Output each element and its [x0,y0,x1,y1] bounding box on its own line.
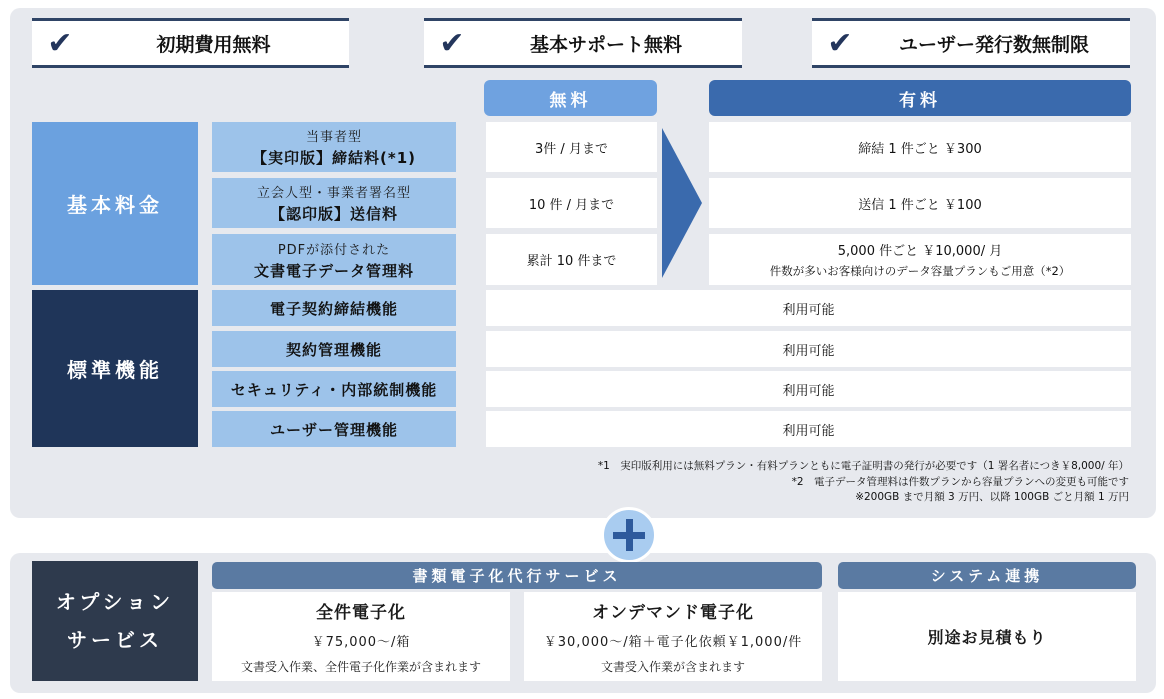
feature-row-text: セキュリティ・内部統制機能 [230,380,438,399]
category-standard-features: 標準機能 [32,290,198,447]
feature-label: 基本サポート無料 [529,33,682,56]
row-label-line2: 文書電子データ管理料 [253,261,414,280]
row-label-data-fee [212,234,456,285]
option-category-line2: サービス [67,628,163,652]
feature-support [424,18,742,68]
paid-cell [709,234,1131,285]
footnote-3: ※200GB まで月額 3 万円、以降 100GB ごと月額 1 万円 [855,491,1129,503]
feature-label: 初期費用無料 [156,33,271,56]
footnote-2: *2 電子データ管理料は件数プランから容量プランへの変更も可能です [791,476,1129,488]
column-header-paid: 有料 [709,80,1131,116]
system-integration-header: システム連携 [838,562,1136,589]
option-ondemand-digitize [524,592,822,681]
feature-label: ユーザー発行数無制限 [898,33,1089,56]
paid-value: 5,000 件ごと ￥10,000/ 月 [837,244,1003,259]
feature-row-text: 契約管理機能 [285,340,382,359]
row-label-line2: 【実印版】締結料(*1) [252,149,416,167]
option-full-digitize [212,592,510,681]
option-system-integration [838,592,1136,681]
check-icon: ✔ [47,25,73,61]
row-label-line1: 立会人型・事業者署名型 [256,186,411,201]
free-cell: 10 件 / 月まで [486,178,657,228]
column-header-free: 無料 [484,80,657,116]
row-label-line1: PDFが添付された [277,242,391,258]
plus-icon [601,507,657,563]
paid-cell [709,122,1131,172]
arrow-right-icon [662,128,704,278]
option-title: オンデマンド電子化 [592,603,754,623]
feature-row-label [212,290,456,326]
feature-initial-fee [32,18,349,68]
option-category-line1: オプション [55,590,175,614]
digitize-service-header: 書類電子化代行サービス [212,562,822,589]
free-cell: 3件 / 月まで [486,122,657,172]
feature-availability: 利用可能 [486,290,1131,326]
feature-users [812,18,1130,68]
free-cell: 累計 10 件まで [486,234,657,285]
feature-row-label [212,411,456,447]
feature-row-label [212,331,456,367]
row-label-line2: 【認印版】送信料 [269,205,398,223]
feature-availability: 利用可能 [486,331,1131,367]
paid-value: 締結 1 件ごと ￥300 [858,141,982,157]
footnote-1: *1 実印版利用には無料プラン・有料プランともに電子証明書の発行が必要です（1 署名者につき￥8,000/ 年） [597,460,1129,472]
feature-row-text: 電子契約締結機能 [269,299,398,318]
option-price: ￥75,000～/箱 [311,635,411,650]
category-basic-fee: 基本料金 [32,122,198,285]
paid-note: 件数が多いお客様向けのデータ容量プランもご用意（*2） [769,264,1071,278]
paid-value: 送信 1 件ごと ￥100 [858,197,982,213]
paid-cell [709,178,1131,228]
option-title: 全件電子化 [316,603,406,623]
row-label-line1: 当事者型 [305,130,362,145]
option-description: 文書受入作業が含まれます [600,660,745,674]
feature-availability: 利用可能 [486,411,1131,447]
check-icon: ✔ [439,25,465,61]
feature-availability: 利用可能 [486,371,1131,407]
category-option-services [32,561,198,681]
option-estimate-text: 別途お見積もり [927,628,1047,647]
option-price: ￥30,000～/箱＋電子化依頼￥1,000/件 [543,635,803,650]
option-description: 文書受入作業、全件電子化作業が含まれます [240,660,481,674]
feature-row-text: ユーザー管理機能 [269,420,398,439]
feature-row-label [212,371,456,407]
check-icon: ✔ [827,25,853,61]
row-label-sending-fee [212,178,456,228]
row-label-signing-fee [212,122,456,172]
